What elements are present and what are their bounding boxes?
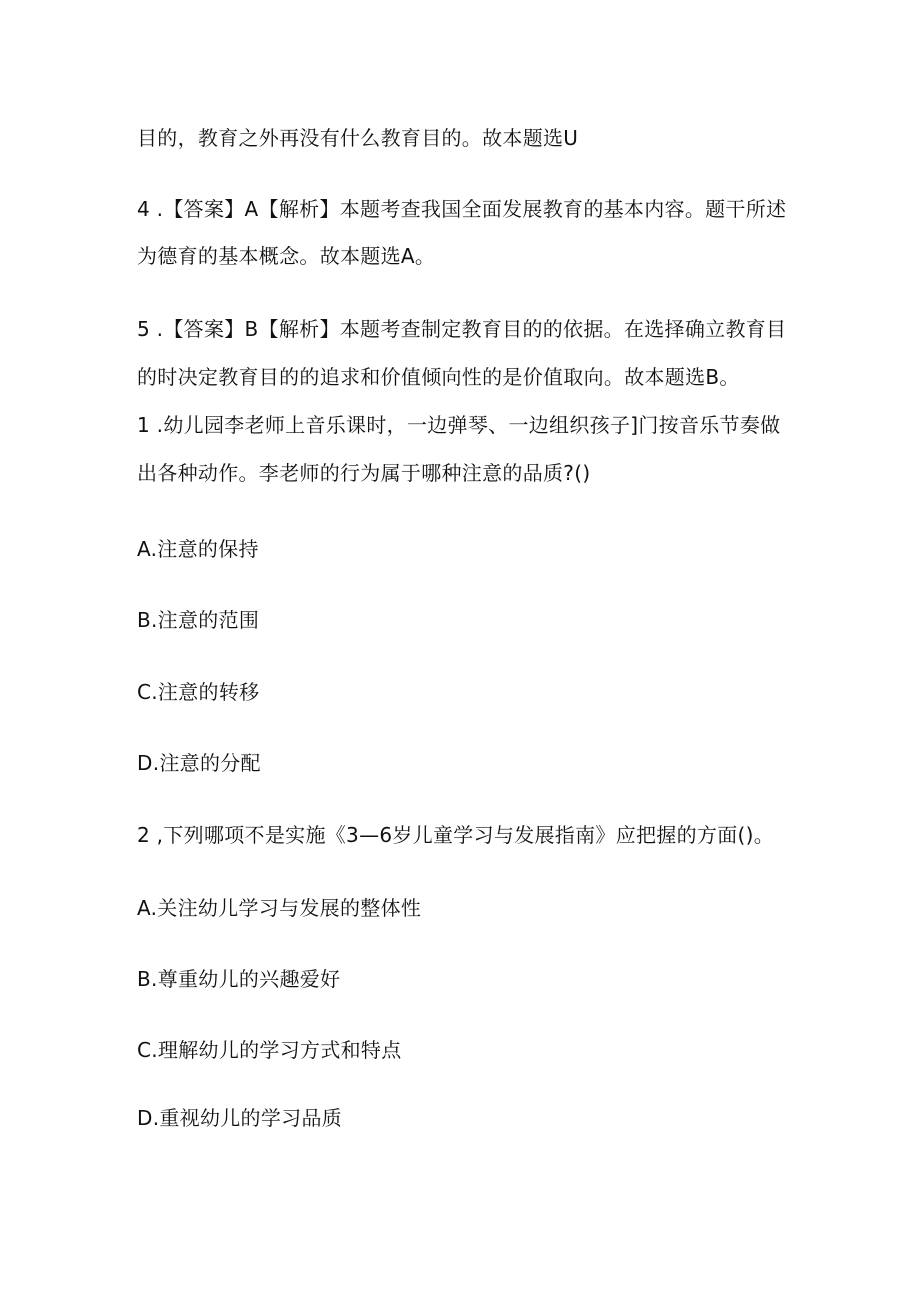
text-line-prev-answer-end: 目的，教育之外再没有什么教育目的。故本题选U — [137, 126, 579, 150]
text-line-answer-4-part2: 为德育的基本概念。故本题选A。 — [137, 244, 436, 268]
option-1-a: A.注意的保持 — [137, 537, 259, 561]
text-line-answer-5-part2: 的时决定教育目的的追求和价值倾向性的是价值取向。故本题选B。 — [137, 365, 740, 389]
text-line-answer-5-part1: 5 .【答案】B【解析】本题考查制定教育目的的依据。在选择确立教育目 — [137, 317, 787, 341]
text-line-answer-4-part1: 4 .【答案】A【解析】本题考查我国全面发展教育的基本内容。题干所述 — [137, 197, 787, 221]
text-line-question-1-part2: 出各种动作。李老师的行为属于哪种注意的品质?() — [137, 461, 591, 485]
option-2-c: C.理解幼儿的学习方式和特点 — [137, 1038, 402, 1062]
text-line-question-2: 2 ,下列哪项不是实施《3—6岁儿童学习与发展指南》应把握的方面()。 — [137, 823, 774, 847]
text-line-question-1-part1: 1 .幼儿园李老师上音乐课时，一边弹琴、一边组织孩子]门按音乐节奏做 — [137, 413, 781, 437]
option-2-d: D.重视幼儿的学习品质 — [137, 1106, 343, 1130]
option-2-a: A.关注幼儿学习与发展的整体性 — [137, 896, 422, 920]
option-1-c: C.注意的转移 — [137, 680, 260, 704]
option-1-b: B.注意的范围 — [137, 608, 260, 632]
option-1-d: D.注意的分配 — [137, 751, 261, 775]
option-2-b: B.尊重幼儿的兴趣爱好 — [137, 967, 341, 991]
